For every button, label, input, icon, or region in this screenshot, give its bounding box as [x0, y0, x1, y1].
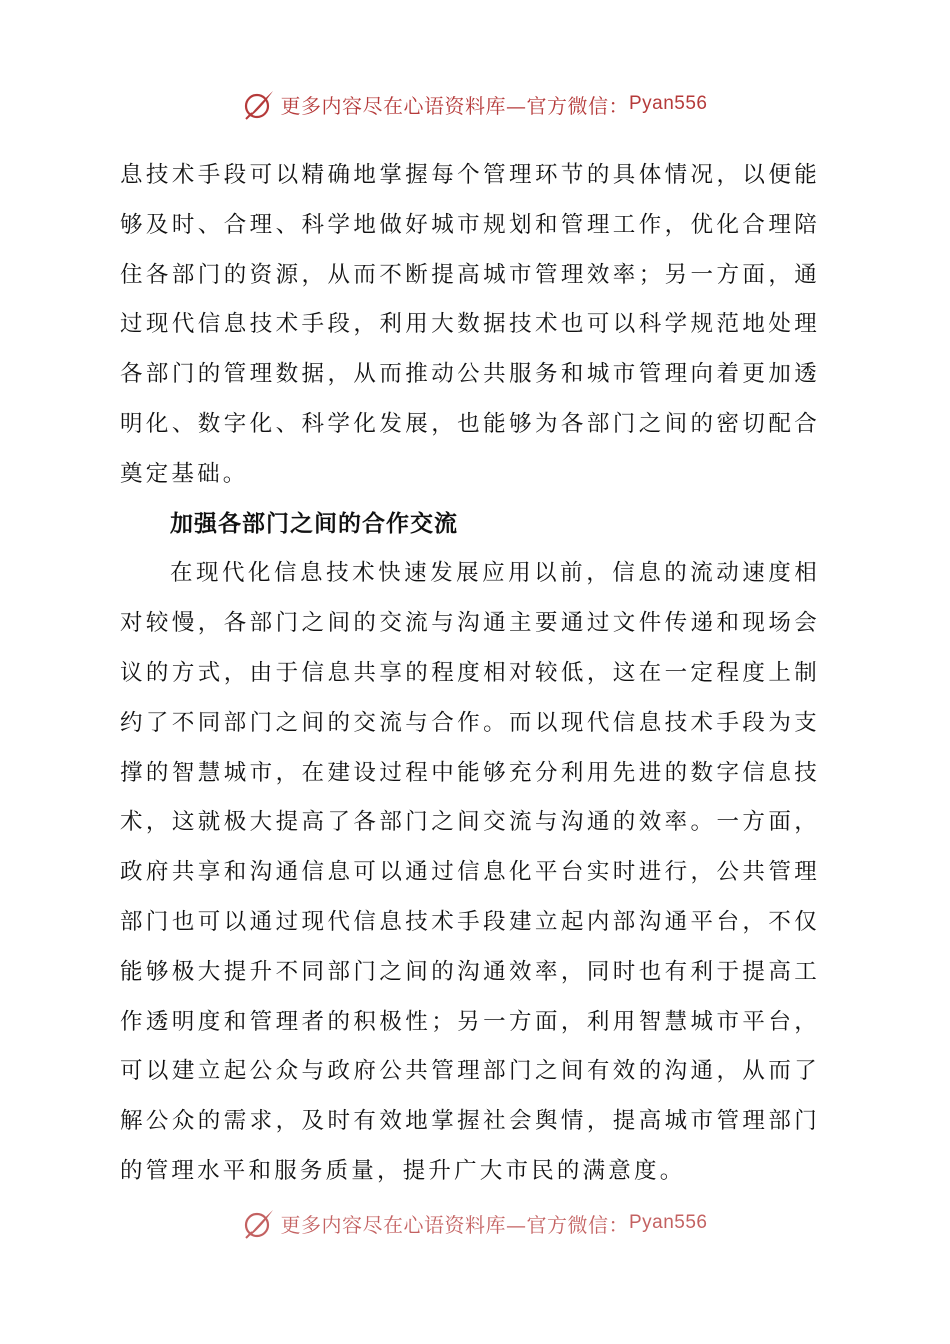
paragraph-1: 息技术手段可以精确地掌握每个管理环节的具体情况，以便能够及时、合理、科学地做好城市规划和管理工作，优化合理陪住各部门的资源，从而不断提高城市管理效率；另一方面，通过现代信息技术手段，利用大数据技术也可以科学规范地处理各部门的管理数据，从而推动公共服务和城市管理向着更加透明化、数字化、科学化发展，也能够为各部门之间的密切配合奠定基础。 — [120, 162, 820, 487]
section-heading: 加强各部门之间的合作交流 — [170, 510, 458, 537]
watermark-wechat-id: Pyan556 — [628, 93, 708, 114]
header-watermark — [0, 84, 950, 124]
quill-logo-icon — [242, 1206, 276, 1240]
document-body — [120, 151, 820, 1197]
watermark-text: 更多内容尽在心语资料库—官方微信： — [280, 93, 629, 118]
watermark-text: 更多内容尽在心语资料库—官方微信： — [280, 1212, 629, 1237]
watermark-wechat-id: Pyan556 — [628, 1212, 708, 1233]
paragraph-2: 在现代化信息技术快速发展应用以前，信息的流动速度相对较慢，各部门之间的交流与沟通主要通过文件传递和现场会议的方式，由于信息共享的程度相对较低，这在一定程度上制约了不同部门之间的交流与合作。而以现代信息技术手段为支撑的智慧城市，在建设过程中能够充分利用先进的数字信息技术，这就极大提高了各部门之间交流与沟通的效率。一方面，政府共享和沟通信息可以通过信息化平台实时进行，公共管理部门也可以通过现代信息技术手段建立起内部沟通平台，不仅能够极大提升不同部门之间的沟通效率，同时也有利于提高工作透明度和管理者的积极性；另一方面，利用智慧城市平台，可以建立起公众与政府公共管理部门之间有效的沟通，从而了解公众的需求，及时有效地掌握社会舆情，提高城市管理部门的管理水平和服务质量，提升广大市民的满意度。 — [120, 560, 820, 1184]
quill-logo-icon — [242, 87, 276, 121]
footer-watermark — [0, 1203, 950, 1243]
